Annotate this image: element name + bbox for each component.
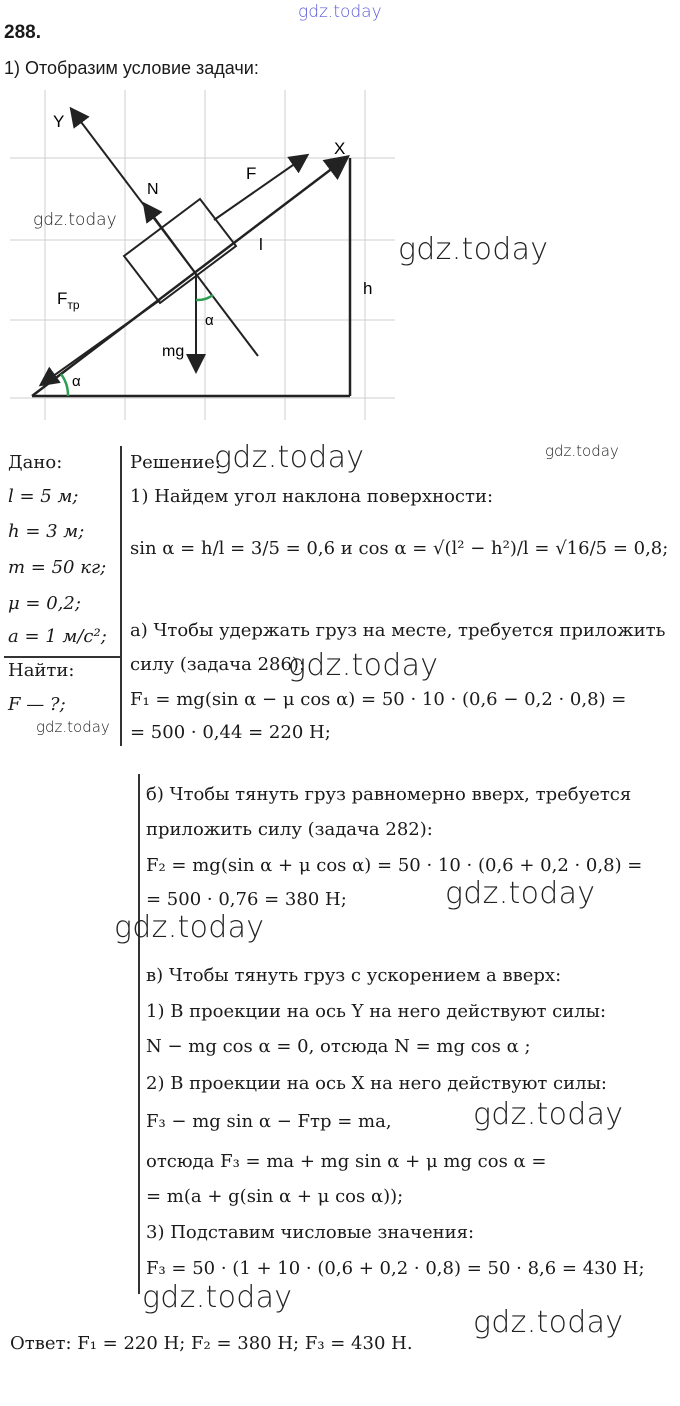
part-c-line-6: отсюда F₃ = ma + mg sin α + μ mg cos α = <box>146 1151 547 1172</box>
given-accel: a = 1 м/с²; <box>8 626 107 647</box>
label-length: l <box>259 235 263 254</box>
part-c-line-1: в) Чтобы тянуть груз с ускорением a вверх: <box>146 965 562 986</box>
part-b-line-2: приложить силу (задача 282): <box>146 819 433 840</box>
watermark-solution: gdz.today <box>214 440 365 475</box>
watermark-part-b-right: gdz.today <box>445 876 596 911</box>
part-c-line-8: 3) Подставим числовые значения: <box>146 1222 475 1243</box>
label-angle-mid: α <box>205 312 214 329</box>
part-b-line-1: б) Чтобы тянуть груз равномерно вверх, требуется <box>146 784 632 805</box>
label-angle-base: α <box>72 373 81 390</box>
x-axis-arrow <box>32 158 346 396</box>
step-1-heading: 1) Отобразим условие задачи: <box>4 58 259 78</box>
given-title: Дано: <box>8 452 63 473</box>
given-length: l = 5 м; <box>8 486 79 507</box>
problem-number: 288. <box>4 22 41 43</box>
angle-arc-base <box>61 374 68 396</box>
pull-force-arrow <box>214 156 306 220</box>
label-x-axis: X <box>334 139 346 158</box>
part-c-line-7: = m(a + g(sin α + μ cos α)); <box>146 1186 404 1207</box>
answer: Ответ: F₁ = 220 Н; F₂ = 380 Н; F₃ = 430 Н. <box>10 1333 413 1354</box>
part-c-line-2: 1) В проекции на ось Y на него действуют силы: <box>146 1001 607 1022</box>
part-c-line-5: F₃ − mg sin α − Fтр = ma, <box>146 1111 392 1132</box>
given-divider <box>4 656 120 658</box>
formula-sin-cos: sin α = h/l = 3/5 = 0,6 и cos α = √(l² − h²)/l = √16/5 = 0,8; <box>130 538 669 559</box>
part-c-line-3: N − mg cos α = 0, отсюда N = mg cos α ; <box>146 1036 531 1057</box>
label-normal: N <box>147 181 159 198</box>
solution-vertical-rule-2 <box>138 774 140 1294</box>
watermark-diagram-right: gdz.today <box>398 232 549 267</box>
part-a-line-1: а) Чтобы удержать груз на месте, требуется приложить <box>130 620 666 641</box>
part-a-line-3: F₁ = mg(sin α − μ cos α) = 50 · 10 · (0,6 − 0,2 · 0,8) = <box>130 689 627 710</box>
watermark-part-c-2: gdz.today <box>142 1280 293 1315</box>
solution-title: Решение: <box>130 452 221 473</box>
label-y-axis: Y <box>53 112 65 131</box>
solution-step-1: 1) Найдем угол наклона поверхности: <box>130 486 494 507</box>
watermark-top: gdz.today <box>298 2 382 22</box>
watermark-part-c-1: gdz.today <box>473 1097 624 1132</box>
watermark-diagram-left: gdz.today <box>33 210 117 230</box>
given-mu: μ = 0,2; <box>8 593 81 614</box>
watermark-given: gdz.today <box>36 718 110 736</box>
part-b-line-4: = 500 · 0,76 = 380 Н; <box>146 889 347 910</box>
watermark-part-b-left: gdz.today <box>114 910 265 945</box>
find-value: F — ?; <box>8 694 66 715</box>
label-force: F <box>246 164 257 183</box>
part-a-line-4: = 500 · 0,44 = 220 Н; <box>130 722 331 743</box>
label-friction: $F_{тр}$ <box>57 289 80 312</box>
label-height: h <box>363 279 373 298</box>
watermark-solution-small: gdz.today <box>545 442 619 460</box>
friction-force-arrow <box>42 300 160 384</box>
part-b-line-3: F₂ = mg(sin α + μ cos α) = 50 · 10 · (0,6 + 0,2 · 0,8) = <box>146 855 643 876</box>
label-gravity: mg <box>162 343 185 360</box>
given-mass: m = 50 кг; <box>8 557 107 578</box>
part-c-line-4: 2) В проекции на ось X на него действуют силы: <box>146 1073 607 1094</box>
part-c-line-9: F₃ = 50 · (1 + 10 · (0,6 + 0,2 · 0,8) = 50 · 8,6 = 430 Н; <box>146 1258 645 1279</box>
find-title: Найти: <box>8 660 75 681</box>
watermark-part-a: gdz.today <box>288 648 439 683</box>
given-vertical-rule <box>120 446 122 746</box>
part-a-line-2: силу (задача 286): <box>130 654 306 675</box>
watermark-answer: gdz.today <box>473 1305 624 1340</box>
inclined-plane-diagram <box>0 80 400 430</box>
given-height: h = 3 м; <box>8 521 85 542</box>
